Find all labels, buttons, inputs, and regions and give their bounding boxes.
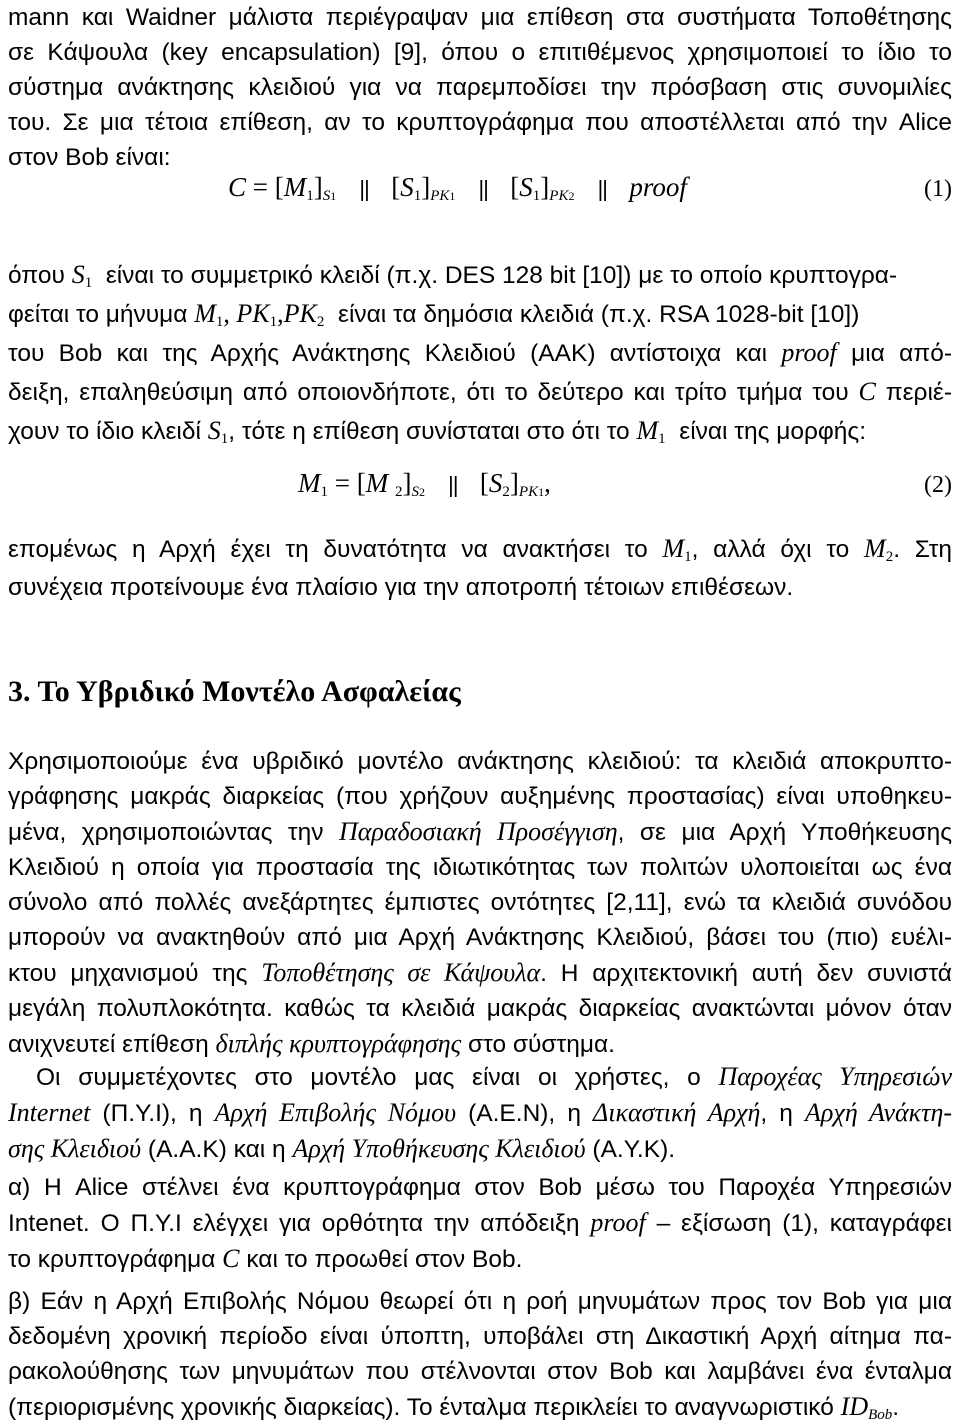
text-line: χουν το ίδιο κλειδί $S_1$, τότε η επίθεση συνίσταται στο ότι το $M_1$ είναι της μορφής: bbox=[8, 416, 867, 447]
text-line: μεγάλη πολυπλοκότητα. καθώς τα κλειδιά μακράς διαρκείας ανακτώνται μόνον όταν bbox=[8, 995, 952, 1022]
text-line: κτου μηχανισμού της Τοποθέτησης σε Κάψουλα. Η αρχιτεκτονική αυτή δεν συνιστά bbox=[8, 958, 952, 987]
text-line: σύνολο από πολλές ανεξάρτητες έμπιστες οντότητες [2,11], ενώ τα κλειδιά συνόδου bbox=[8, 889, 952, 916]
text-line: Intenet. Ο Π.Υ.Ι ελέγχει για ορθότητα την απόδειξη proof – εξίσωση (1), καταγράφει bbox=[8, 1208, 953, 1237]
text-line: ανιχνευτεί επίθεση διπλής κρυπτογράφησης στο σύστημα. bbox=[8, 1029, 615, 1058]
text-line: mann και Waidner μάλιστα περιέγραψαν μια επίθεση στα συστήματα Τοποθέτησης bbox=[8, 4, 952, 31]
text-line: σης Κλειδιού (Α.Α.Κ) και η Αρχή Υποθήκευσης Κλειδιού (Α.Υ.Κ). bbox=[8, 1134, 676, 1163]
text-line: φείται το μήνυμα $M_1$, $PK_1,PK_2$ είναι τα δημόσια κλειδιά (π.χ. RSA 1028-bit [10]) bbox=[8, 299, 860, 330]
text-line: Κλειδιού η οποία για προστασία της ιδιωτικότητας των πολιτών υλοποιείται ως ένα bbox=[8, 854, 952, 881]
text-line: συνέχεια προτείνουμε ένα πλαίσιο για την αποτροπή τέτοιων επιθέσεων. bbox=[8, 574, 794, 601]
step-b-paragraph bbox=[8, 1284, 952, 1425]
therefore-paragraph bbox=[8, 530, 952, 607]
text-line: σε Κάψουλα (key encapsulation) [9], όπου ο επιτιθέμενος χρησιμοποιεί το ίδιο το bbox=[8, 39, 952, 66]
text-line: στον Bob είναι: bbox=[8, 144, 171, 171]
where-paragraph bbox=[8, 256, 952, 451]
text-line: Internet (Π.Υ.Ι), η Αρχή Επιβολής Νόμου (Α.Ε.Ν), η Δικαστική Αρχή, η Αρχή Ανάκτη- bbox=[8, 1098, 952, 1127]
eq1-body: $C = [M_1]_{S1}$ || $[S_1]_{PK1}$ || $[S_1]_{PK2}$ || proof bbox=[228, 172, 687, 204]
text-line: δειξη, επαληθεύσιμη από οποιονδήποτε, ότι το δεύτερο και τρίτο τμήμα του C περιέ- bbox=[8, 377, 952, 406]
equation-number: (2) bbox=[924, 472, 952, 498]
text-line: Οι συμμετέχοντες στο μοντέλο μας είναι οι χρήστες, ο Παροχέας Υπηρεσιών bbox=[36, 1062, 952, 1091]
equation-1 bbox=[8, 170, 952, 220]
equation-2 bbox=[8, 466, 952, 516]
text-line: μπορούν να ανακτηθούν από μια Αρχή Ανάκτησης Κλειδιού, βάσει του (πιο) ευέλι- bbox=[8, 924, 952, 951]
text-line: (περιορισμένης χρονικής διαρκείας). Το ένταλμα περικλείει το αναγνωριστικό $ID_{Bob}$. bbox=[8, 1392, 900, 1423]
text-line: ρακολούθησης των μηνυμάτων που στέλνονται στον Bob και λαμβάνει ένα ένταλμα bbox=[8, 1358, 952, 1385]
hybrid-paragraph bbox=[8, 744, 952, 1062]
text-line: το κρυπτογράφημα C και το προωθεί στον Bob. bbox=[8, 1244, 523, 1273]
intro-paragraph bbox=[8, 0, 952, 175]
text-line: γράφησης μακράς διαρκείας (που χρήζουν αυξημένης προστασίας) είναι υποθηκευ- bbox=[8, 783, 952, 810]
text-line: όπου $S_1$ είναι το συμμετρικό κλειδί (π.χ. DES 128 bit [10]) με το οποίο κρυπτογρα- bbox=[8, 260, 898, 291]
text-line: του Bob και της Αρχής Ανάκτησης Κλειδιού (ΑΑΚ) αντίστοιχα και proof μια από- bbox=[8, 338, 952, 367]
text-line: β) Εάν η Αρχή Επιβολής Νόμου θεωρεί ότι η ροή μηνυμάτων προς τον Bob για μια bbox=[8, 1288, 952, 1315]
eq2-body: $M_1 = [M$ $_2]_{S2}$ || $[S_2]_{PK1}$, bbox=[298, 468, 551, 500]
section-heading: 3. Το Υβριδικό Μοντέλο Ασφαλείας bbox=[8, 675, 461, 708]
text-line: μένα, χρησιμοποιώντας την Παραδοσιακή Προσέγγιση, σε μια Αρχή Υποθήκευσης bbox=[8, 817, 953, 846]
text-line: α) Η Alice στέλνει ένα κρυπτογράφημα στον Bob μέσω του Παροχέα Υπηρεσιών bbox=[8, 1174, 952, 1201]
participants-paragraph bbox=[8, 1059, 952, 1167]
step-a-paragraph bbox=[8, 1170, 952, 1277]
text-line: του. Σε μια τέτοια επίθεση, αν το κρυπτογράφημα που αποστέλλεται από την Alice bbox=[8, 109, 952, 136]
equation-number: (1) bbox=[924, 176, 952, 202]
text-line: σύστημα ανάκτησης κλειδιού για να παρεμποδίσει την πρόσβαση στις συνομιλίες bbox=[8, 74, 952, 101]
text-line: Χρησιμοποιούμε ένα υβριδικό μοντέλο ανάκτησης κλειδιού: τα κλειδιά αποκρυπτο- bbox=[8, 748, 952, 775]
text-line: δεδομένη χρονική περίοδο είναι ύποπτη, υποβάλει στη Δικαστική Αρχή αίτημα πα- bbox=[8, 1323, 952, 1350]
text-line: επομένως η Αρχή έχει τη δυνατότητα να ανακτήσει το $M_1$, αλλά όχι το $M_2$. Στη bbox=[8, 534, 953, 565]
